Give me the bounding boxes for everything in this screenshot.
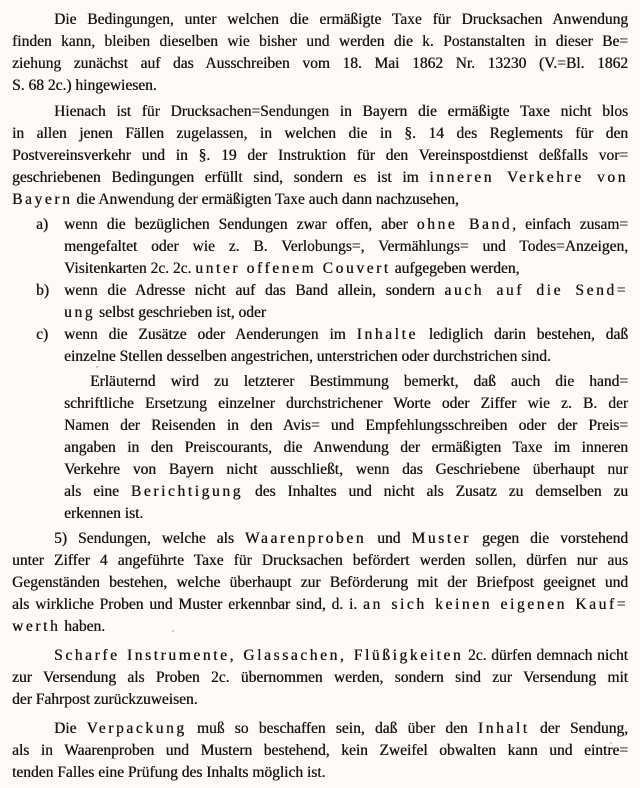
para-5-waarenproben [12, 528, 628, 638]
letterspaced-emphasis: Bayern [12, 191, 73, 208]
letterspaced-emphasis: inneren Verkehre von [429, 169, 628, 186]
letterspaced-emphasis: Muster [411, 530, 471, 547]
text-line [64, 214, 628, 236]
text-segment: Postvereinsverkehr und in §. 19 der Instruktion für den Vereinspostdienst deßfalls vor= [12, 147, 628, 164]
para-scharfe-instrumente [12, 645, 628, 711]
para-bedingungen-taxe [12, 9, 628, 97]
text-segment: mengefaltet oder wie z. B. Verlobungs=, Vermählungs= und Todes=Anzeigen, [64, 238, 628, 255]
list-marker: b) [36, 282, 49, 299]
para-erlaeuterung [12, 371, 628, 525]
text-line [12, 167, 628, 189]
text-line [12, 667, 628, 689]
letterspaced-emphasis: auch auf die Send= [444, 282, 629, 299]
letterspaced-emphasis: Inhalte [356, 326, 418, 343]
letterspaced-emphasis: Waarenproben [244, 530, 367, 547]
text-segment: Erläuternd wird zu letzterer Bestimmung bemerkt, daß auch die hand= [90, 373, 628, 390]
letterspaced-emphasis: Scharfe Instrumente, Glassachen, Flüßigkeiten [54, 647, 464, 664]
text-line [12, 31, 628, 53]
text-line [64, 258, 628, 280]
text-segment: finden kann, bleiben dieselben wie bisher und werden die k. Postanstalten in dieser Be= [12, 33, 628, 50]
text-segment: einzelne Stellen desselben angestrichen, unterstrichen oder durchstrichen sind. [64, 348, 551, 365]
letterspaced-emphasis: Inhalt [477, 720, 530, 737]
text-line [12, 123, 628, 145]
text-line [12, 762, 628, 784]
text-segment: erkennen ist. [64, 505, 144, 522]
letterspaced-emphasis: an sich keinen eigenen Kauf= [362, 596, 629, 613]
text-segment: aufgegeben werden, [390, 260, 520, 277]
text-segment: angaben in den Preiscourants, die Anwendung der ermäßigten Taxe im inneren [64, 439, 628, 456]
text-line [12, 616, 628, 638]
letterspaced-emphasis: ung [64, 304, 96, 321]
text-segment: gegen die vorstehend [470, 530, 628, 547]
letterspaced-emphasis: werth [12, 618, 61, 635]
text-segment: zur Versendung als Proben 2c. übernommen werden, sondern sind zur Versendung mit [12, 669, 628, 686]
letterspaced-emphasis: Berichtigung [130, 483, 243, 500]
text-segment: wenn die Adresse nicht auf das Band allein, sondern [64, 282, 445, 299]
text-line [12, 645, 628, 667]
text-segment: als wirkliche Proben und Muster erkennbar sind, d. i. [12, 596, 363, 613]
text-line [64, 280, 628, 302]
list-marker: c) [36, 326, 49, 343]
text-segment: der Fahrpost zurückzuweisen. [12, 691, 198, 708]
text-segment: selbst geschrieben ist, oder [95, 304, 266, 321]
text-segment: unter Ziffer 4 angeführte Taxe für Drucksachen befördert werden sollen, dürfen nur aus [12, 552, 628, 569]
para-hienach-bayern [12, 101, 628, 211]
text-segment: in allen jenen Fällen zugelassen, in welchen die in §. 14 des Reglements für den [12, 125, 628, 142]
text-segment: geschriebenen Bedingungen erfüllt sind, sondern es ist im [12, 169, 430, 186]
text-segment: Namen der Reisenden in den Avis= und Empfehlungsschreiben oder der Preis= [64, 417, 628, 434]
text-line [12, 9, 628, 31]
letterspaced-emphasis: ohne Band [416, 216, 513, 233]
text-segment: der Sendung, [529, 720, 629, 737]
text-line [64, 393, 628, 415]
text-line [12, 528, 628, 550]
list-marker: a) [36, 216, 49, 233]
text-line [12, 718, 628, 740]
text-segment: muß so beschaffen sein, daß über den [186, 720, 478, 737]
text-line [64, 324, 628, 346]
text-segment: wenn die Zusätze oder Aenderungen im [64, 326, 357, 343]
list-item-c [12, 324, 628, 368]
text-line [64, 371, 628, 393]
text-segment: des Inhaltes und nicht als Zusatz zu demselben zu [242, 483, 628, 500]
text-line [64, 236, 628, 258]
letterspaced-emphasis: unter offenem Couvert [195, 260, 391, 277]
text-segment: ziehung zunächst auf das Ausschreiben vom 18. Mai 1862 Nr. 13230 (V.=Bl. 1862 [12, 55, 628, 72]
text-line [12, 145, 628, 167]
text-segment: S. 68 2c.) hingewiesen. [12, 77, 157, 94]
text-line [12, 572, 628, 594]
text-line [64, 437, 628, 459]
text-line [12, 53, 628, 75]
text-line [64, 459, 628, 481]
text-segment: als eine [64, 483, 131, 500]
text-line [12, 594, 628, 616]
text-segment: Gegenständen bestehen, welche überhaupt zur Beförderung mit der Briefpost geeignet und [12, 574, 628, 591]
text-segment: haben. [60, 618, 106, 635]
text-line [12, 550, 628, 572]
text-segment: 2c. dürfen demnach nicht [463, 647, 628, 664]
text-segment: Die Bedingungen, unter welchen die ermäßigte Taxe für Drucksachen Anwendung [54, 11, 628, 28]
text-segment: Die [54, 720, 87, 737]
text-line [64, 302, 628, 324]
text-segment: tenden Falles eine Prüfung des Inhalts möglich ist. [12, 764, 326, 781]
list-item-b [12, 280, 628, 324]
text-segment: lediglich darin bestehen, daß [417, 326, 628, 343]
text-segment: als in Waarenproben und Mustern bestehend, kein Zweifel obwalten kann und eintre= [12, 742, 628, 759]
letterspaced-emphasis: Verpackung [86, 720, 187, 737]
text-segment: , einfach zusam= [512, 216, 628, 233]
text-segment: Visitenkarten 2c. 2c. [64, 260, 196, 277]
text-line [64, 481, 628, 503]
text-segment: wenn die bezüglichen Sendungen zwar offen, aber [64, 216, 417, 233]
text-line [12, 75, 628, 97]
text-segment: schriftliche Ersetzung einzelner durchstrichener Worte oder Ziffer wie z. B. der [64, 395, 628, 412]
text-line [12, 689, 628, 711]
text-segment: Verkehre von Bayern nicht ausschließt, wenn das Geschriebene überhaupt nur [64, 461, 628, 478]
text-segment: 5) Sendungen, welche als [54, 530, 245, 547]
text-line [12, 189, 628, 211]
text-segment: Hienach ist für Drucksachen=Sendungen in Bayern die ermäßigte Taxe nicht blos [54, 103, 628, 120]
text-line [12, 101, 628, 123]
list-item-a [12, 214, 628, 280]
text-segment: die Anwendung der ermäßigten Taxe auch dann nachzusehen, [72, 191, 459, 208]
text-line [64, 346, 628, 368]
document-body [12, 9, 628, 784]
text-segment: und [366, 530, 412, 547]
text-line [64, 415, 628, 437]
text-line [12, 740, 628, 762]
para-verpackung [12, 718, 628, 784]
text-line [64, 503, 628, 525]
